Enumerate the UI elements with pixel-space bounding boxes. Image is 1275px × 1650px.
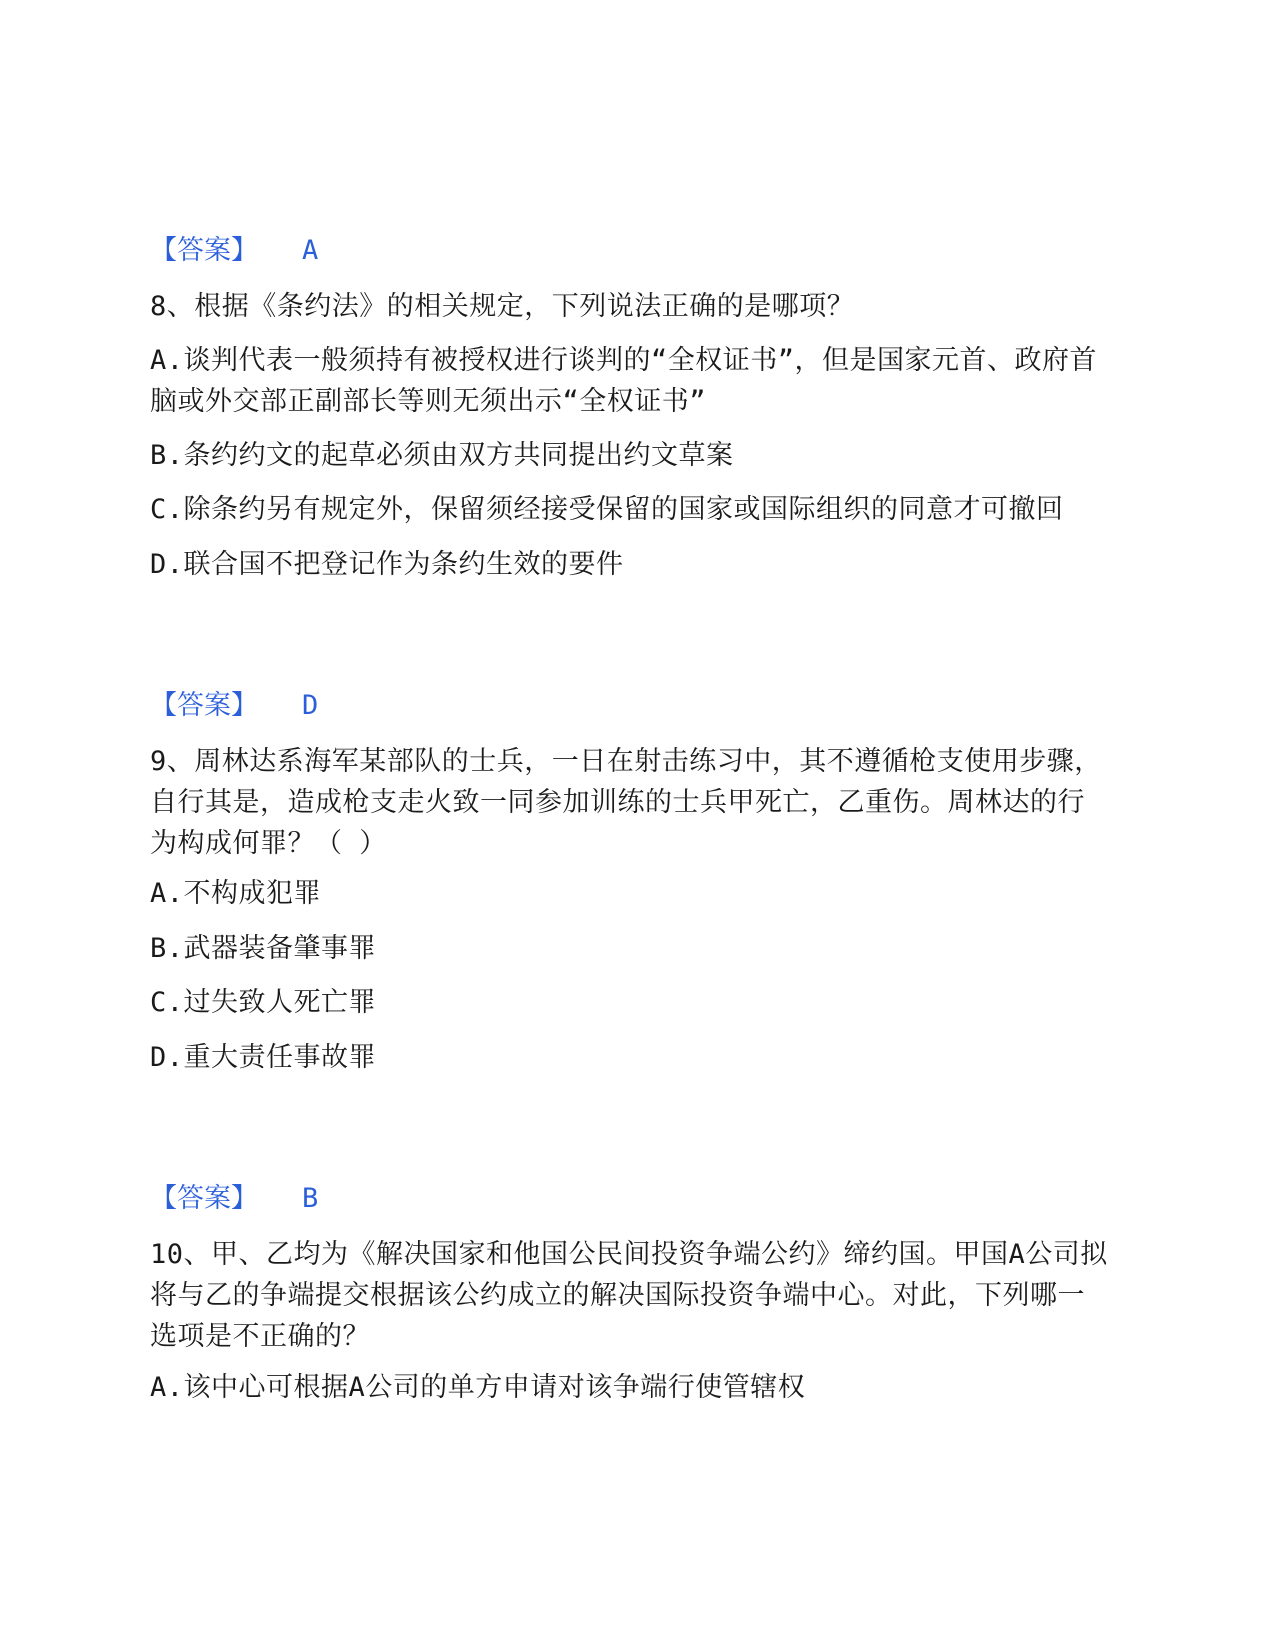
question-10-option-a: A.该中心可根据A公司的单方申请对该争端行使管辖权 [150, 1372, 806, 1403]
answer-line [150, 1181, 318, 1217]
answer-label: 【答案】 [150, 235, 258, 266]
question-9-option-d: D.重大责任事故罪 [150, 1042, 377, 1073]
question-10-text: 10、甲、乙均为《解决国家和他国公民间投资争端公约》缔约国。甲国A公司拟将与乙的争端提交根据该公约成立的解决国际投资争端中心。对此，下列哪一选项是不正确的？ [150, 1239, 1108, 1352]
question-9-option-a: A.不构成犯罪 [150, 878, 322, 909]
answer-label: 【答案】 [150, 690, 258, 721]
answer-line [150, 688, 318, 724]
answer-value: D [302, 690, 319, 721]
question-8-option-a: A.谈判代表一般须持有被授权进行谈判的“全权证书”，但是国家元首、政府首脑或外交部正副部长等则无须出示“全权证书” [150, 345, 1098, 417]
question-9-text: 9、周林达系海军某部队的士兵，一日在射击练习中，其不遵循枪支使用步骤，自行其是，造成枪支走火致一同参加训练的士兵甲死亡，乙重伤。周林达的行为构成何罪？（ ） [150, 746, 1102, 859]
question-9-option-c: C.过失致人死亡罪 [150, 987, 377, 1018]
question-8-text: 8、根据《条约法》的相关规定，下列说法正确的是哪项？ [150, 291, 855, 322]
answer-value: B [302, 1183, 319, 1214]
question-8-option-c: C.除条约另有规定外，保留须经接受保留的国家或国际组织的同意才可撤回 [150, 494, 1064, 525]
question-9-option-b: B.武器装备肇事罪 [150, 933, 377, 964]
answer-value: A [302, 235, 319, 266]
answer-line [150, 233, 318, 269]
question-8-option-b: B.条约约文的起草必须由双方共同提出约文草案 [150, 440, 734, 471]
answer-label: 【答案】 [150, 1183, 258, 1214]
question-8-option-d: D.联合国不把登记作为条约生效的要件 [150, 549, 624, 580]
